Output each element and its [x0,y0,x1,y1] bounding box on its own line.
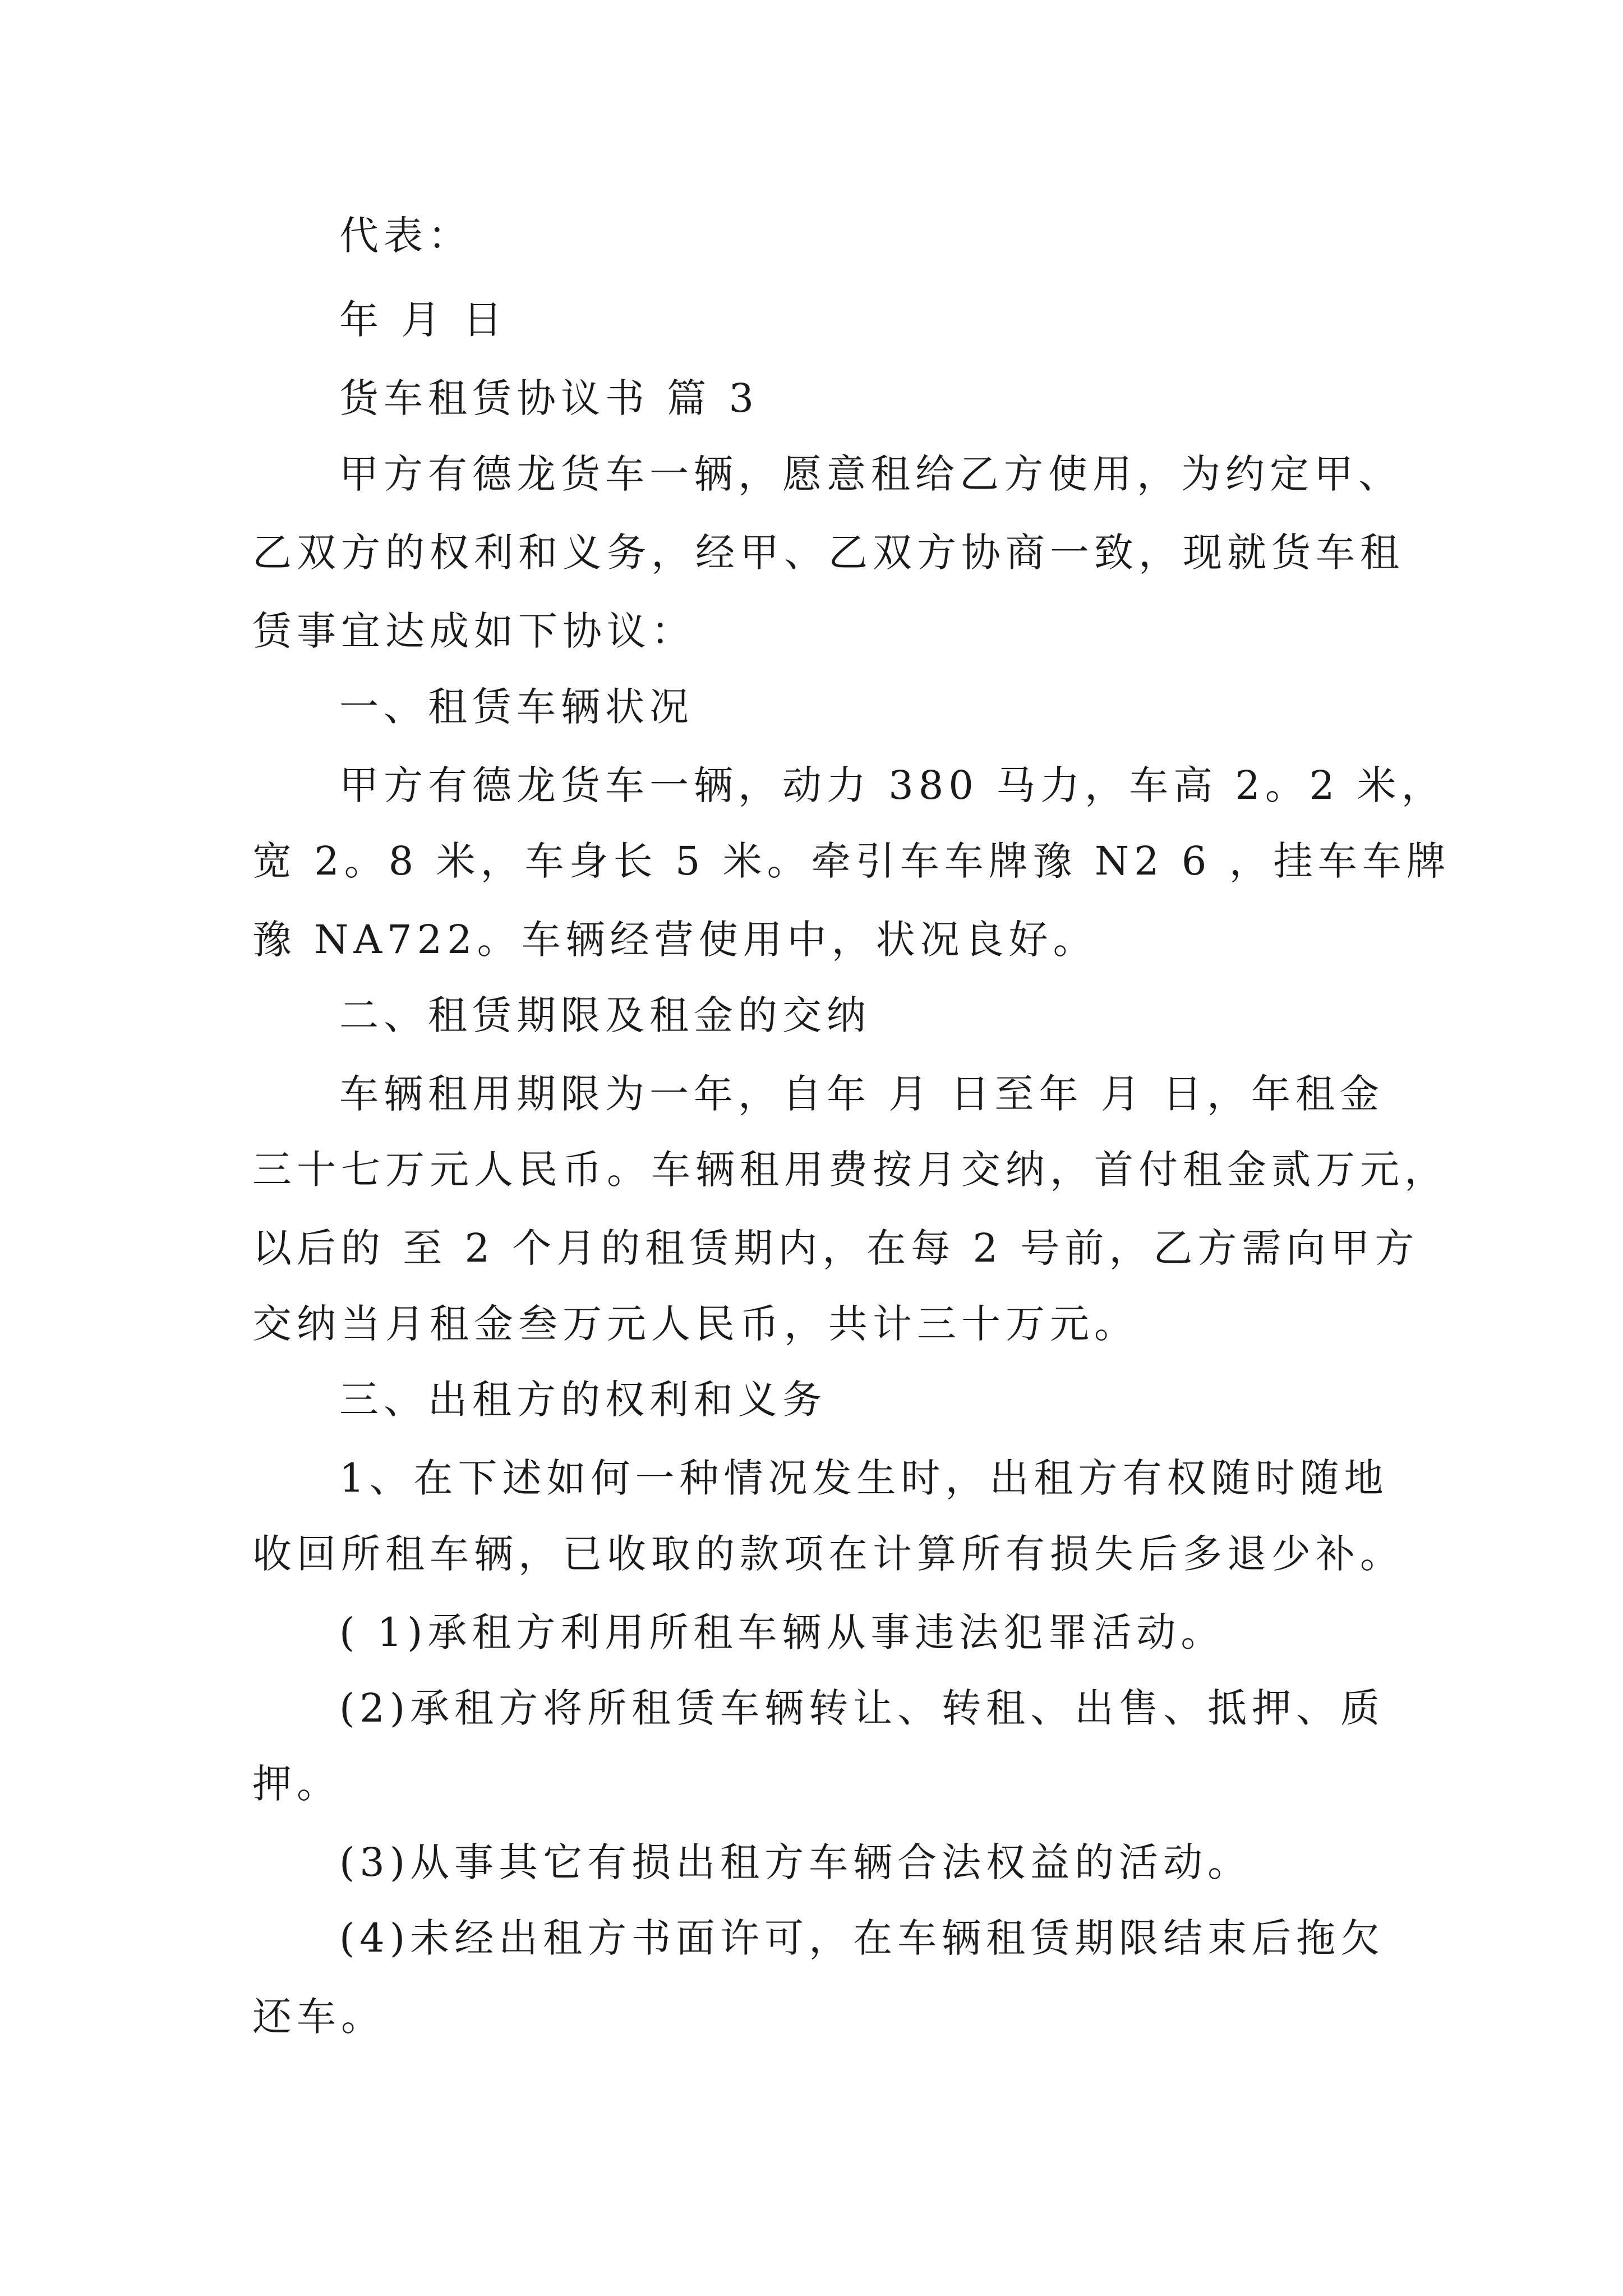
list-item: ( 1)承租方利用所租车辆从事违法犯罪活动。 [339,1609,1225,1655]
paragraph-line: 甲方有德龙货车一辆，动力 380 马力，车高 2。2 米， [339,762,1446,808]
list-item-continuation: 押。 [252,1761,341,1807]
clause-heading: 三、出租方的权利和义务 [339,1377,827,1423]
paragraph-line: 宽 2。8 米，车身长 5 米。牵引车车牌豫 N2 6 ，挂车车牌 [252,838,1451,884]
section-title: 货车租赁协议书 篇 3 [339,375,759,421]
clause-heading: 二、租赁期限及租金的交纳 [339,992,871,1038]
paragraph-line: 收回所租车辆，已收取的款项在计算所有损失后多退少补。 [252,1531,1404,1577]
paragraph-line: 三十七万元人民币。车辆租用费按月交纳，首付租金贰万元， [252,1147,1449,1193]
list-item: (2)承租方将所租赁车辆转让、转租、出售、抵押、质 [339,1685,1385,1731]
paragraph-line: 豫 NA722。车辆经营使用中，状况良好。 [252,917,1098,963]
date-placeholder: 年 月 日 [339,297,508,343]
list-item-continuation: 还车。 [252,1994,385,2040]
paragraph-line: 乙双方的权利和义务，经甲、乙双方协商一致，现就货车租 [252,530,1404,576]
paragraph-line: 以后的 至 2 个月的租赁期内，在每 2 号前，乙方需向甲方 [252,1225,1419,1271]
paragraph-line: 交纳当月租金叁万元人民币，共计三十万元。 [252,1301,1138,1347]
clause-heading: 一、租赁车辆状况 [339,684,694,730]
list-item: (3)从事其它有损出租方车辆合法权益的活动。 [339,1839,1252,1885]
paragraph-line: 赁事宜达成如下协议： [252,608,695,654]
paragraph-line: 车辆租用期限为一年，自年 月 日至年 月 日，年租金 [339,1071,1385,1117]
list-item: (4)未经出租方书面许可，在车辆租赁期限结束后拖欠 [339,1915,1385,1961]
paragraph-line: 1、在下述如何一种情况发生时，出租方有权随时随地 [339,1455,1389,1501]
paragraph-line: 甲方有德龙货车一辆，愿意租给乙方使用，为约定甲、 [339,451,1403,497]
signature-representative-label: 代表： [339,213,472,259]
